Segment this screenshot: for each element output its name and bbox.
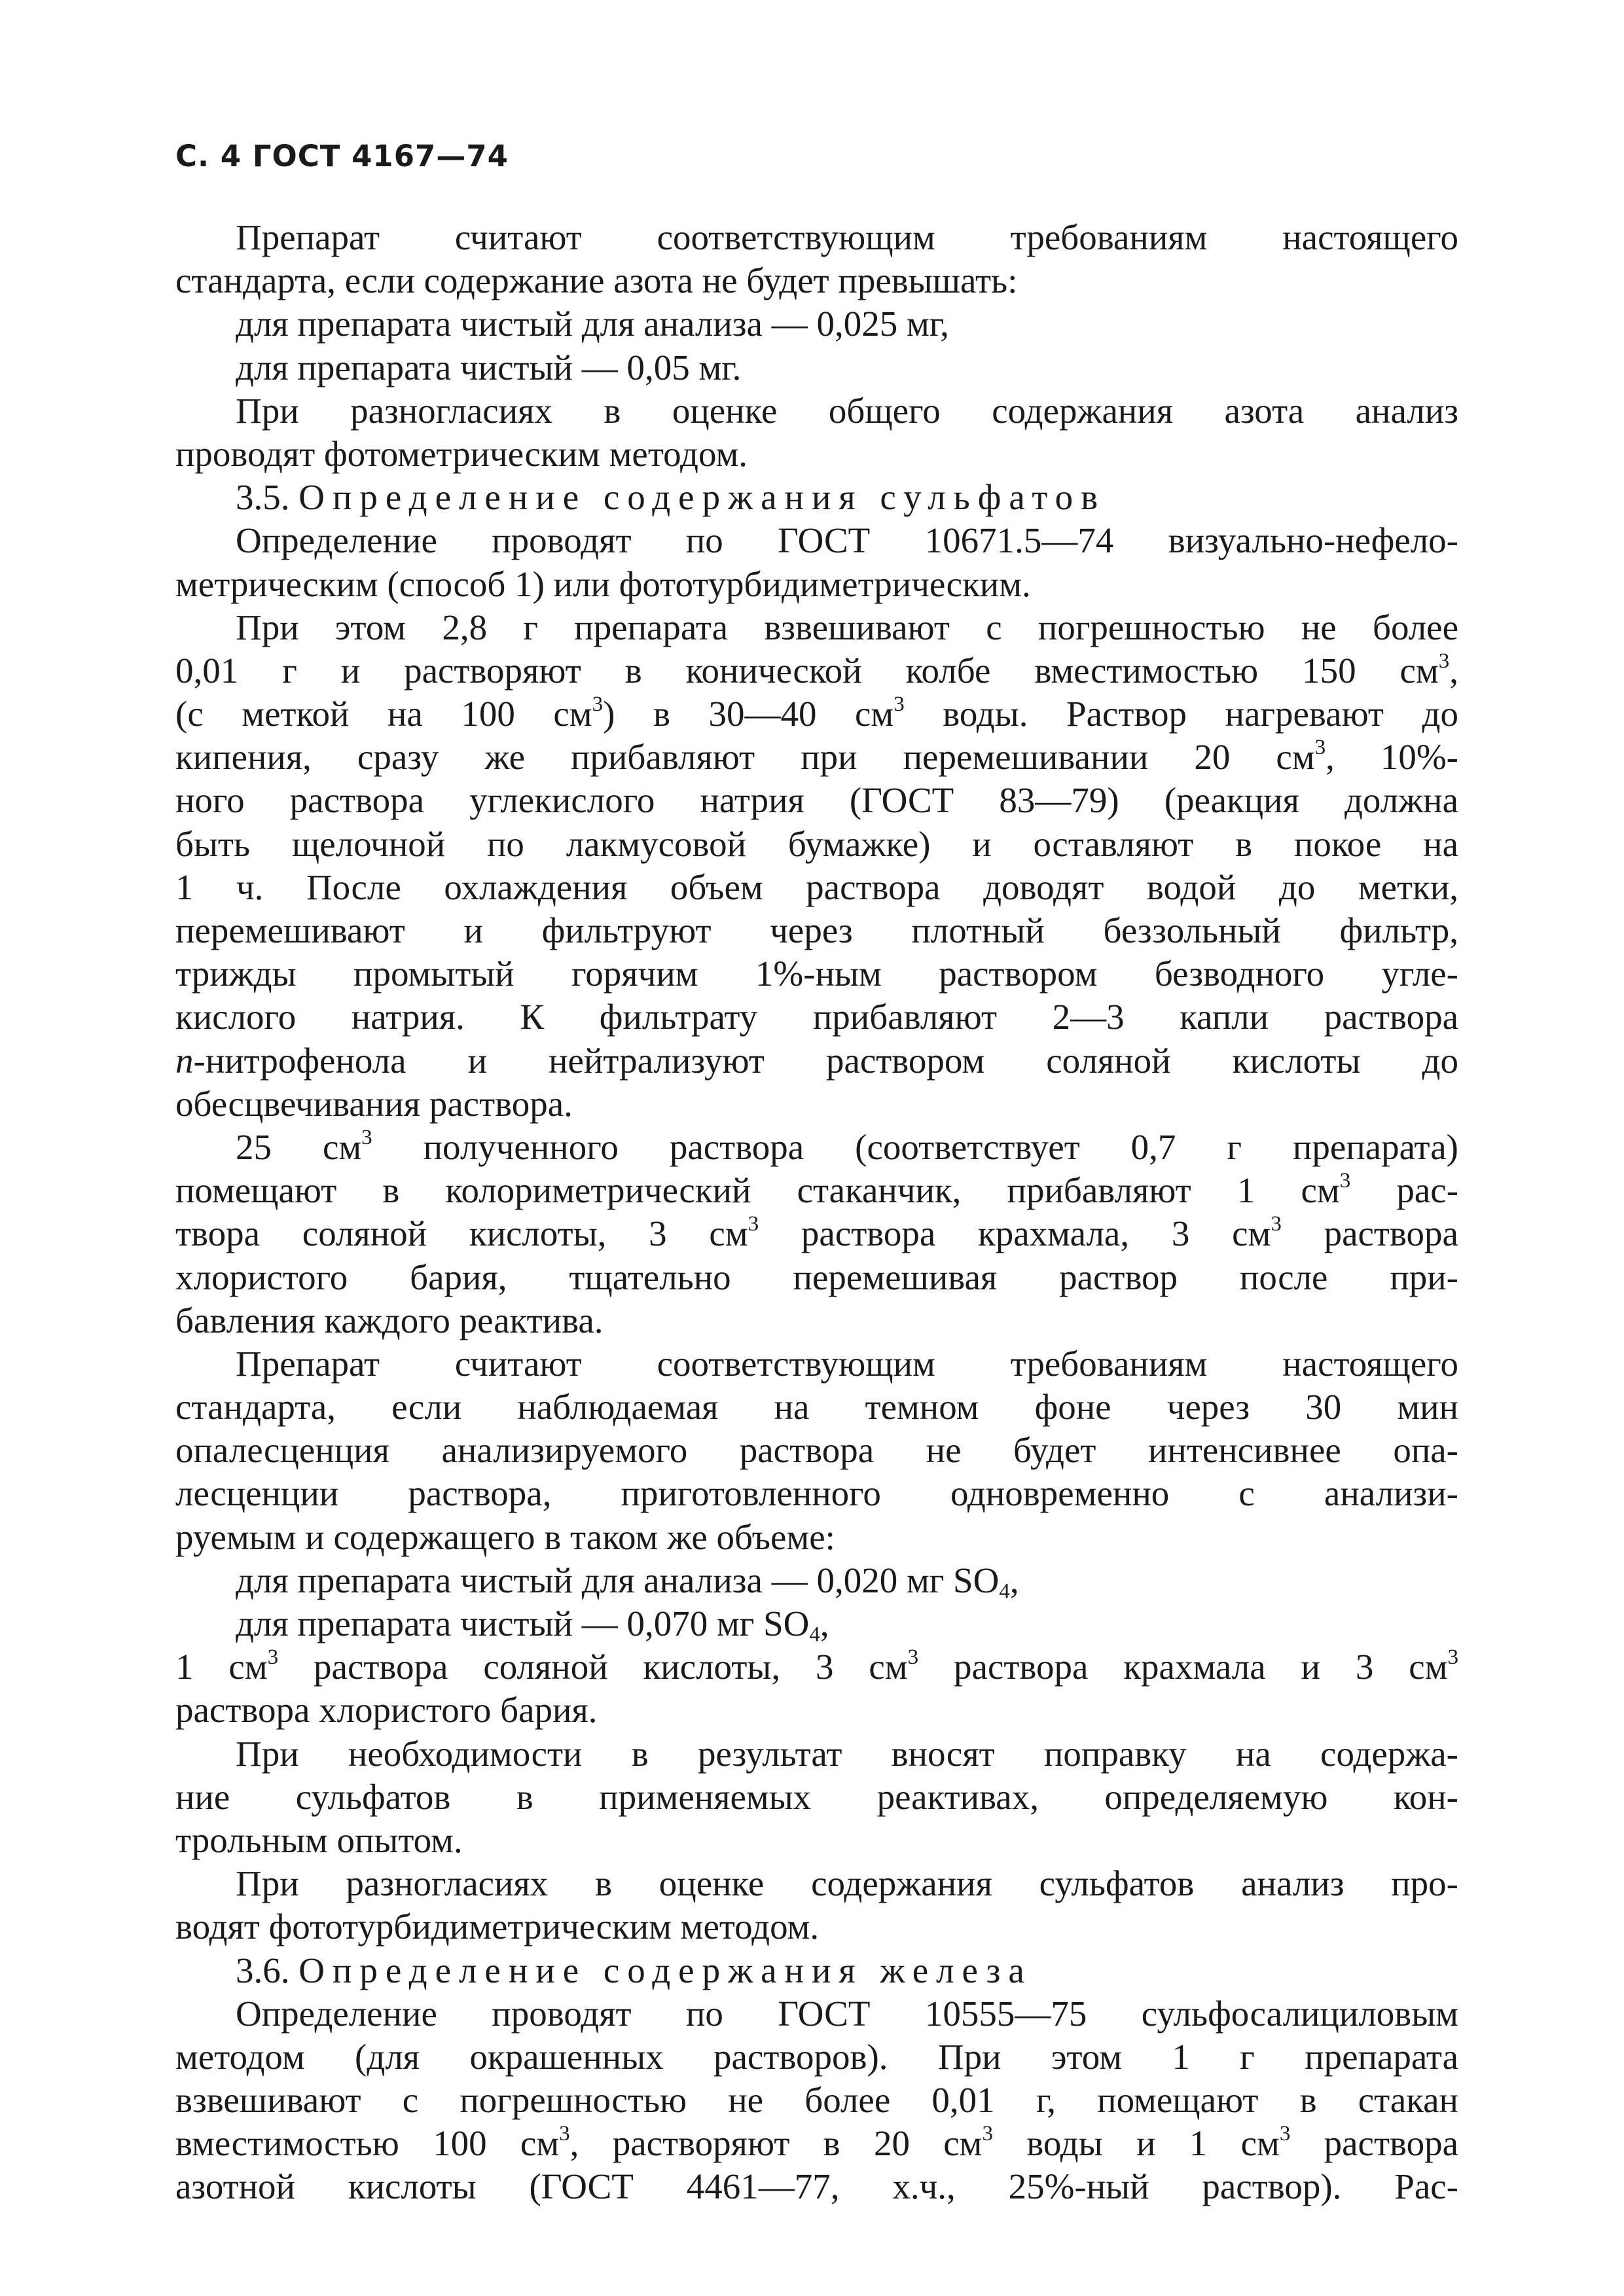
text-line: для препарата чистый для анализа — 0,025 мг, (236, 304, 949, 344)
text-line: (с меткой на 100 $см^3$) в 30—40 $см^3$ воды. Раствор нагревают до (175, 692, 1459, 734)
text-line: для препарата чистый для анализа — 0,020 мг $SO_4$, (236, 1560, 1019, 1604)
text-line: стандарта, если наблюдаемая на темном фоне через 30 мин (175, 1387, 1458, 1427)
text-line: Препарат считают соответствующим требованиям настоящего (236, 1343, 1458, 1384)
page-header: С. 4 ГОСТ 4167—74 (175, 139, 509, 173)
text-line: взвешивают с погрешностью не более 0,01 г, помещают в стакан (175, 2080, 1458, 2121)
text-line: 1 ч. После охлаждения объем раствора доводят водой до метки, (175, 867, 1458, 907)
text-line: При разногласиях в оценке общего содержания азота анализ (236, 390, 1458, 431)
text-line: 1 $см^3$ раствора соляной кислоты, 3 $см^3$ раствора крахмала и 3 $см^3$ (175, 1645, 1459, 1687)
text-line: трольным опытом. (175, 1820, 463, 1860)
text-line: 25 $см^3$ полученного раствора (соответствует 0,7 г препарата) (236, 1125, 1458, 1167)
text-line: для препарата чистый — 0,05 мг. (236, 347, 742, 387)
text-line: Препарат считают соответствующим требованиям настоящего (236, 217, 1458, 257)
text-line: метрическим (способ 1) или фототурбидиметрическим. (175, 564, 1031, 604)
text-line: раствора хлористого бария. (175, 1690, 598, 1731)
text-line: опалесценция анализируемого раствора не будет интенсивнее опа- (175, 1430, 1458, 1471)
text-line: перемешивают и фильтруют через плотный беззольный фильтр, (175, 910, 1458, 950)
text-line: для препарата чистый — 0,070 мг $SO_4$, (236, 1604, 829, 1647)
text-line: При этом 2,8 г препарата взвешивают с погрешностью не более (236, 607, 1458, 647)
document-body (175, 216, 1458, 2209)
text-line: При необходимости в результат вносят поправку на содержа- (236, 1733, 1458, 1774)
text-line: хлористого бария, тщательно перемешивая раствор после при- (175, 1257, 1458, 1297)
text-line: быть щелочной по лакмусовой бумажке) и оставляют в покое на (175, 823, 1458, 864)
text-line: азотной кислоты (ГОСТ 4461—77, х.ч., 25%-ный раствор). Рас- (175, 2166, 1458, 2207)
text-line: кислого натрия. К фильтрату прибавляют 2—3 капли раствора (175, 997, 1458, 1037)
text-line: Определение проводят по ГОСТ 10555—75 сульфосалициловым (236, 1993, 1458, 2034)
text-line: руемым и содержащего в таком же объеме: (175, 1516, 835, 1557)
text-line: 3.6. Определение содержания железа (236, 1950, 1032, 1990)
text-line: трижды промытый горячим 1%-ным раствором безводного угле- (175, 954, 1458, 994)
text-line: лесценции раствора, приготовленного одновременно с анализи- (175, 1473, 1458, 1514)
text-line: обесцвечивания раствора. (175, 1083, 573, 1124)
text-line: п-нитрофенола и нейтрализуют раствором соляной кислоты до (175, 1040, 1458, 1081)
text-line: Определение проводят по ГОСТ 10671.5—74 визуально-нефело- (236, 520, 1458, 561)
text-line: водят фототурбидиметрическим методом. (175, 1907, 820, 1947)
text-line: помещают в колориметрический стаканчик, прибавляют 1 $см^3$ рас- (175, 1169, 1459, 1211)
text-line: 0,01 г и растворяют в конической колбе вместимостью 150 $см^3$, (175, 649, 1458, 691)
text-line: бавления каждого реактива. (175, 1300, 604, 1340)
text-line: твора соляной кислоты, 3 $см^3$ раствора крахмала, 3 $см^3$ раствора (175, 1212, 1458, 1254)
text-line: кипения, сразу же прибавляют при перемешивании 20 $см^3$, 10%- (175, 736, 1458, 778)
text-line: ного раствора углекислого натрия (ГОСТ 83—79) (реакция должна (175, 780, 1458, 821)
text-line: 3.5. Определение содержания сульфатов (236, 477, 1106, 518)
text-line: проводят фотометрическим методом. (175, 433, 748, 474)
text-line: стандарта, если содержание азота не будет превышать: (175, 260, 1018, 301)
text-line: методом (для окрашенных растворов). При этом 1 г препарата (175, 2036, 1458, 2077)
text-line: При разногласиях в оценке содержания сульфатов анализ про- (236, 1863, 1458, 1904)
text-line: вместимостью 100 $см^3$, растворяют в 20 $см^3$ воды и 1 $см^3$ раствора (175, 2122, 1458, 2164)
text-line: ние сульфатов в применяемых реактивах, определяемую кон- (175, 1776, 1458, 1817)
